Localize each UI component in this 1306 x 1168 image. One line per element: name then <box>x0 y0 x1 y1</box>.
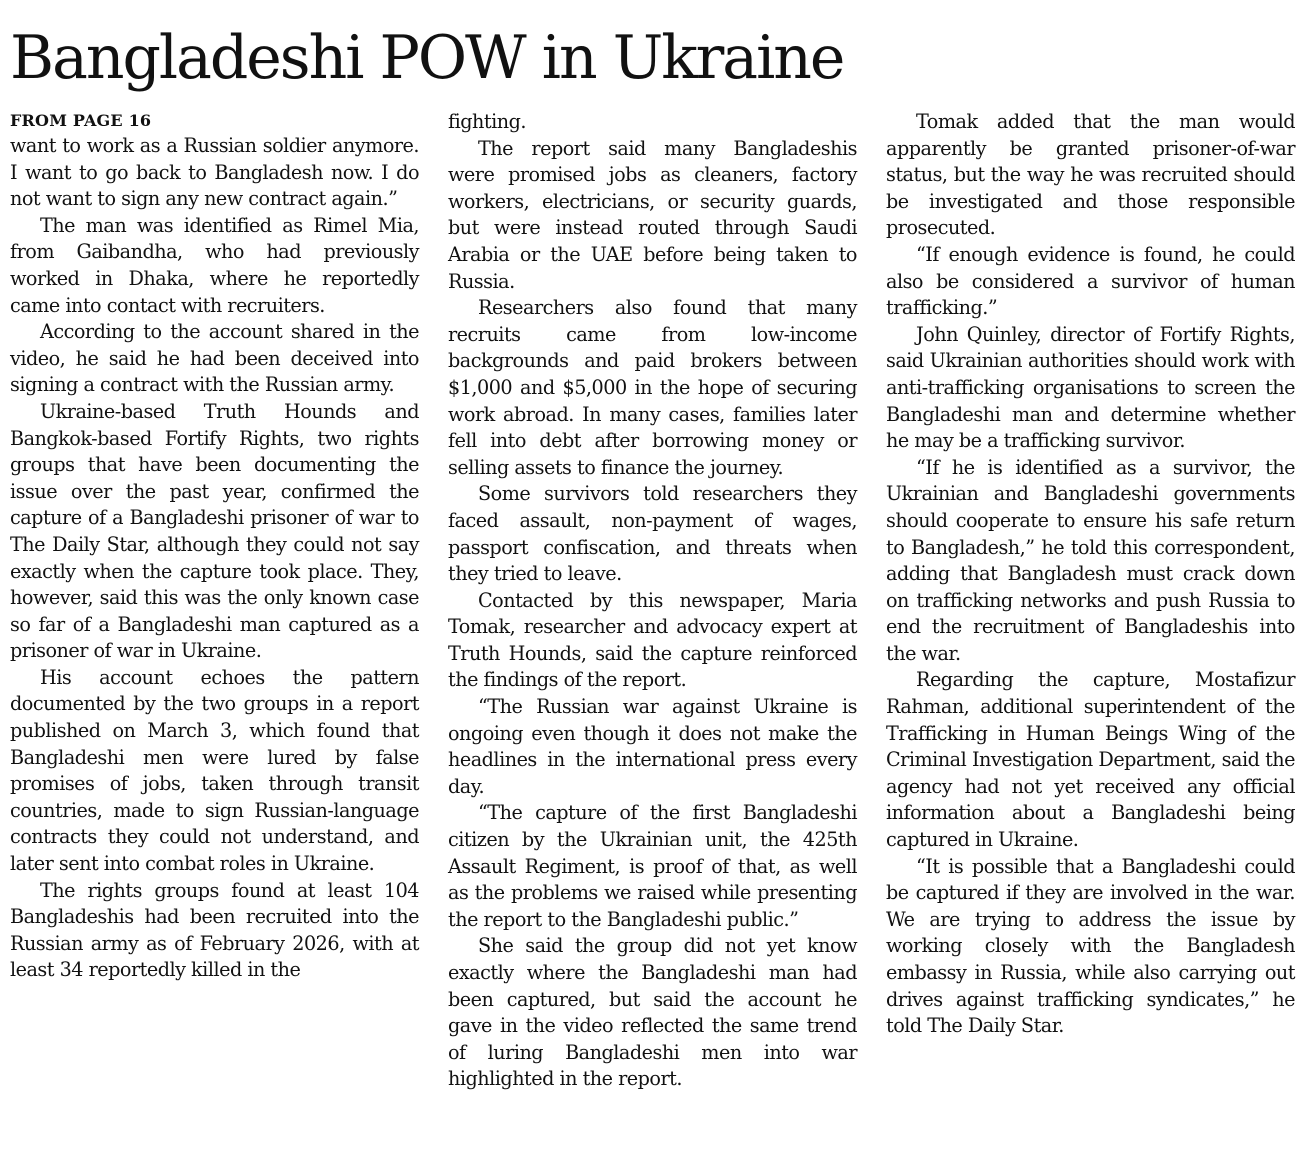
paragraph: “The capture of the first Bangladeshi citizen by the Ukrainian unit, the 425th Assault Regiment, is proof of that, as well as the problems we raised while presenting the report to the Bangladeshi public.” <box>448 801 857 931</box>
paragraph: His account echoes the pattern documented by the two groups in a report published on March 3, which found that Bangladeshi men were lured by false promises of jobs, taken through transit countries, made to sign Russian-language contracts they could not understand, and later sent into combat roles in Ukraine. <box>10 665 419 876</box>
headline: Bangladeshi POW in Ukraine <box>10 23 844 93</box>
paragraph: “If he is identified as a survivor, the Ukrainian and Bangladeshi governments should cooperate to ensure his safe return to Bangladesh,” he told this correspondent, adding that Bangladesh must crack down on trafficking networks and push Russia to end the recruitment of Bangladeshis into the war. <box>886 455 1295 665</box>
article-column-3 <box>886 109 1295 1040</box>
paragraph: The rights groups found at least 104 Bangladeshis had been recruited into the Russian army as of February 2026, with at least 34 reportedly killed in the <box>10 878 419 982</box>
paragraph: Tomak added that the man would apparently be granted prisoner-of-war status, but the way he was recruited should be investigated and those responsible prosecuted. <box>886 110 1295 240</box>
article-column-2 <box>448 109 857 1093</box>
paragraph: “If enough evidence is found, he could also be considered a survivor of human trafficking.” <box>886 242 1295 320</box>
paragraph: fighting. <box>448 110 526 133</box>
paragraph: want to work as a Russian soldier anymore. I want to go back to Bangladesh now. I do not want to sign any new contract again.” <box>10 134 419 211</box>
paragraph: “The Russian war against Ukraine is ongoing even though it does not make the headlines in the international press every day. <box>448 695 857 798</box>
paragraph: Researchers also found that many recruits came from low-income backgrounds and paid brokers between $1,000 and $5,000 in the hope of securing work abroad. In many cases, families later fell into debt after borrowing money or selling assets to finance the journey. <box>448 296 857 479</box>
paragraph: “It is possible that a Bangladeshi could be captured if they are involved in the war. We are trying to address the issue by working closely with the Bangladesh embassy in Russia, while also carrying out drives against trafficking syndicates,” he told The Daily Star. <box>886 854 1295 1038</box>
paragraph: The report said many Bangladeshis were promised jobs as cleaners, factory workers, electricians, or security guards, but were instead routed through Saudi Arabia or the UAE before being taken to Russia. <box>448 136 857 293</box>
paragraph: The man was identified as Rimel Mia, from Gaibandha, who had previously worked in Dhaka, where he reportedly came into contact with recruiters. <box>10 213 419 317</box>
paragraph: She said the group did not yet know exactly where the Bangladeshi man had been captured, but said the account he gave in the video reflected the same trend of luring Bangladeshi men into war highlighted in the report. <box>448 934 857 1091</box>
paragraph: Some survivors told researchers they faced assault, non-payment of wages, passport confiscation, and threats when they tried to leave. <box>448 482 857 586</box>
paragraph: Regarding the capture, Mostafizur Rahman, additional superintendent of the Trafficking in Human Beings Wing of the Criminal Investigation Department, said the agency had not yet received any official information about a Bangladeshi being captured in Ukraine. <box>886 668 1295 852</box>
paragraph: According to the account shared in the video, he said he had been deceived into signing a contract with the Russian army. <box>10 320 419 397</box>
paragraph: John Quinley, director of Fortify Rights, said Ukrainian authorities should work with anti-trafficking organisations to screen the Bangladeshi man and determine whether he may be a trafficking survivor. <box>886 322 1295 453</box>
article-column-1 <box>10 109 419 984</box>
paragraph: Ukraine-based Truth Hounds and Bangkok-based Fortify Rights, two rights groups that have been documenting the issue over the past year, confirmed the capture of a Bangladeshi prisoner of war to The Daily Star, although they could not say exactly when the capture took place. They, however, said this was the only known case so far of a Bangladeshi man captured as a prisoner of war in Ukraine. <box>10 399 419 663</box>
continued-from-label: FROM PAGE 16 <box>10 111 152 130</box>
paragraph: Contacted by this newspaper, Maria Tomak, researcher and advocacy expert at Truth Hounds, said the capture reinforced the findings of the report. <box>448 588 857 692</box>
